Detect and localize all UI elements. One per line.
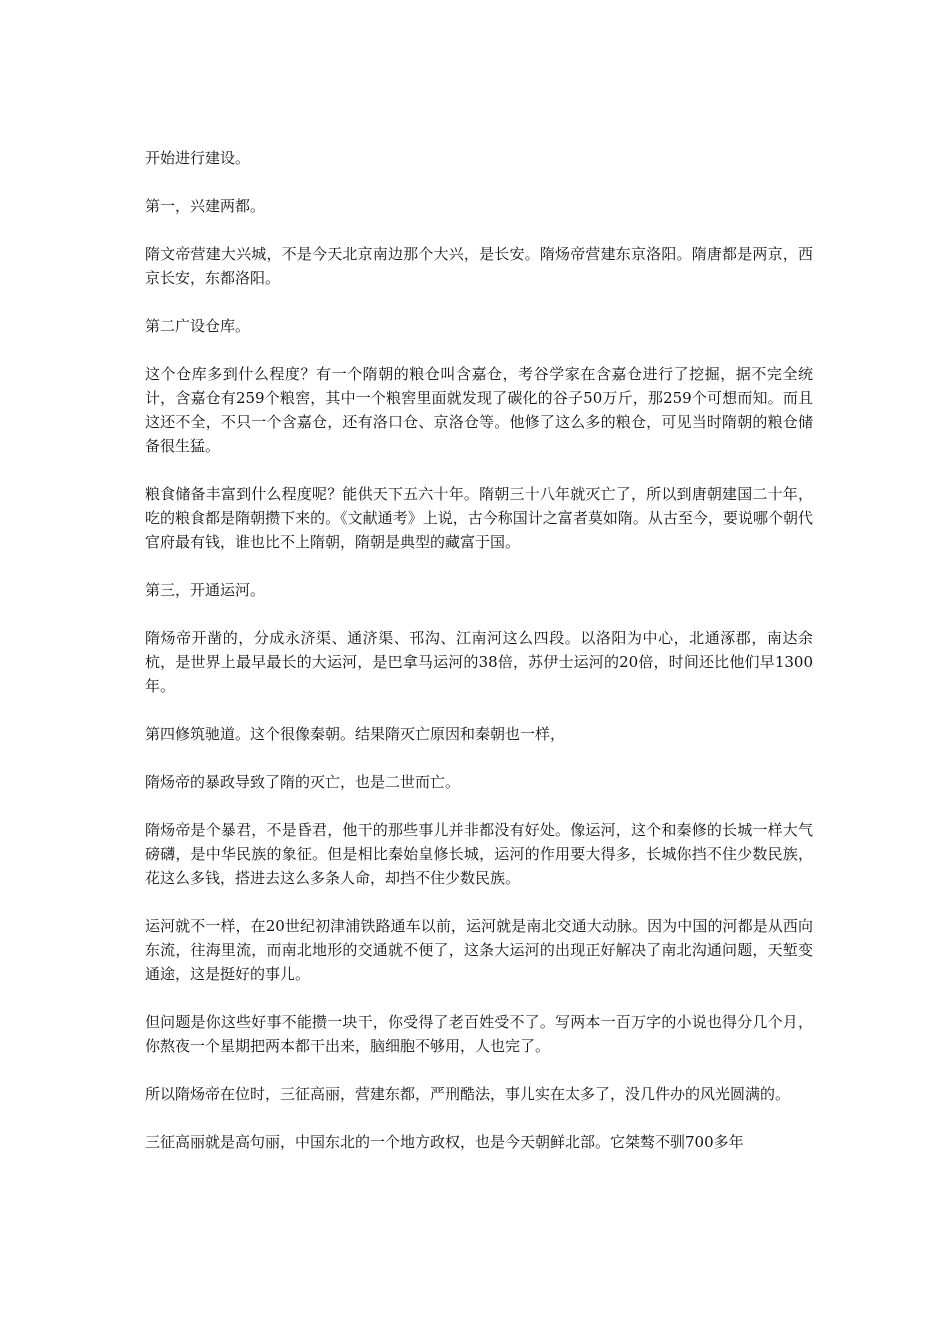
section-heading: 第二广设仓库。 (145, 317, 251, 335)
document-page (145, 146, 813, 1178)
section-heading: 第一，兴建两都。 (145, 197, 266, 215)
paragraph: 但问题是你这些好事不能攒一块干，你受得了老百姓受不了。写两本一百万字的小说也得分几个月，你熬夜一个星期把两本都干出来，脑细胞不够用，人也完了。 (145, 1013, 813, 1055)
paragraph: 运河就不一样，在20世纪初津浦铁路通车以前，运河就是南北交通大动脉。因为中国的河都是从西向东流，往海里流，而南北地形的交通就不便了，这条大运河的出现正好解决了南北沟通问题，天堑变通途，这是挺好的事儿。 (145, 917, 813, 983)
paragraph: 所以隋炀帝在位时，三征高丽，营建东都，严刑酷法，事儿实在太多了，没几件办的风光圆满的。 (145, 1085, 791, 1103)
paragraph: 这个仓库多到什么程度？有一个隋朝的粮仓叫含嘉仓，考谷学家在含嘉仓进行了挖掘，据不完全统计，含嘉仓有259个粮窖，其中一个粮窖里面就发现了碳化的谷子50万斤，那259个可想而知。而且这还不全，不只一个含嘉仓，还有洛口仓、京洛仓等。他修了这么多的粮仓，可见当时隋朝的粮仓储备很生猛。 (145, 365, 813, 455)
section-heading: 第四修筑驰道。这个很像秦朝。结果隋灭亡原因和秦朝也一样， (145, 725, 566, 743)
paragraph: 隋文帝营建大兴城，不是今天北京南边那个大兴，是长安。隋炀帝营建东京洛阳。隋唐都是两京，西京长安，东都洛阳。 (145, 245, 813, 287)
paragraph: 隋炀帝是个暴君，不是昏君，他干的那些事儿并非都没有好处。像运河，这个和秦修的长城一样大气磅礴，是中华民族的象征。但是相比秦始皇修长城，运河的作用要大得多，长城你挡不住少数民族，花这么多钱，搭进去这么多条人命，却挡不住少数民族。 (145, 821, 813, 887)
paragraph: 粮食储备丰富到什么程度呢？能供天下五六十年。隋朝三十八年就灭亡了，所以到唐朝建国二十年，吃的粮食都是隋朝攒下来的。《文献通考》上说，古今称国计之富者莫如隋。从古至今，要说哪个朝代官府最有钱，谁也比不上隋朝，隋朝是典型的藏富于国。 (145, 485, 813, 551)
paragraph: 三征高丽就是高句丽，中国东北的一个地方政权，也是今天朝鲜北部。它桀骜不驯700多年 (145, 1133, 744, 1151)
paragraph: 隋炀帝的暴政导致了隋的灭亡，也是二世而亡。 (145, 773, 461, 791)
paragraph: 隋炀帝开凿的，分成永济渠、通济渠、邗沟、江南河这么四段。以洛阳为中心，北通涿郡，南达余杭，是世界上最早最长的大运河，是巴拿马运河的38倍，苏伊士运河的20倍，时间还比他们早1300年。 (145, 629, 813, 695)
section-heading: 第三，开通运河。 (145, 581, 266, 599)
paragraph: 开始进行建设。 (145, 149, 251, 167)
